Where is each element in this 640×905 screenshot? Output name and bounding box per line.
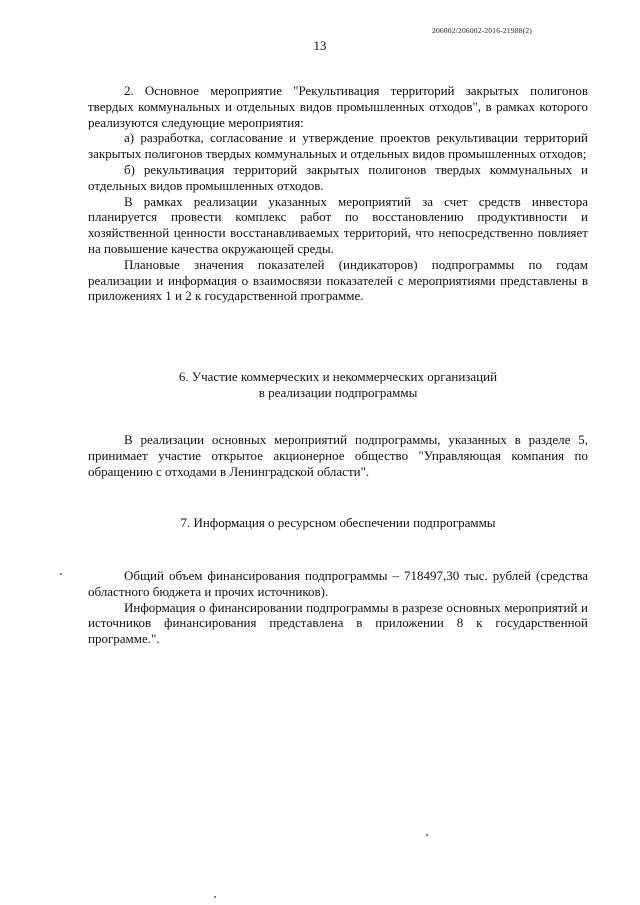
section6-body	[88, 432, 588, 479]
scan-speck	[60, 573, 62, 575]
paragraph-total-funding: Общий объем финансирования подпрограммы – 718497,30 тыс. рублей (средства областного бюджета и прочих источников).	[88, 568, 588, 599]
paragraph-item-b: б) рекультивация территорий закрытых полигонов твердых коммунальных и отдельных видов промышленных отходов.	[88, 161, 588, 193]
document-id: 206002/206002-2016-21988(2)	[432, 26, 532, 35]
paragraph-participation: В реализации основных мероприятий подпрограммы, указанных в разделе 5, принимает участие открытое акционерное общество "Управляющая компания по обращению с отходами в Ленинградской области".	[88, 432, 588, 479]
section7-heading: 7. Информация о ресурсном обеспечении подпрограммы	[180, 515, 496, 530]
paragraph-investor-works: В рамках реализации указанных мероприятий за счет средств инвестора планируется провести комплекс работ по восстановлению продуктивности и хозяйственной ценности восстанавливаемых территорий, что непосредственно повлияет на повышение качества окружающей среды.	[88, 193, 588, 256]
paragraph-funding-info: Информация о финансировании подпрограммы в разрезе основных мероприятий и источников финансирования представлена в приложении 8 к государственной программе.".	[88, 599, 588, 647]
scan-speck	[426, 834, 428, 836]
section6-heading	[88, 369, 588, 401]
scan-speck	[214, 896, 216, 898]
section6-heading-line1: 6. Участие коммерческих и некоммерческих организаций	[178, 369, 498, 384]
paragraph-main-activity: 2. Основное мероприятие "Рекультивация территорий закрытых полигонов твердых коммунальных и отдельных видов промышленных отходов", в рамках которого реализуются следующие мероприятия:	[88, 83, 588, 130]
paragraph-indicators: Плановые значения показателей (индикаторов) подпрограммы по годам реализации и информация о взаимосвязи показателей с мероприятиями представлены в приложениях 1 и 2 к государственной программе.	[88, 256, 588, 304]
page-number: 13	[313, 38, 327, 53]
section6-heading-line2: в реализации подпрограммы	[258, 384, 418, 400]
section5-continued	[88, 83, 588, 304]
paragraph-item-a: а) разработка, согласование и утверждение проектов рекультивации территорий закрытых полигонов твердых коммунальных и отдельных видов промышленных отходов;	[88, 130, 588, 162]
section7-body	[88, 568, 588, 647]
